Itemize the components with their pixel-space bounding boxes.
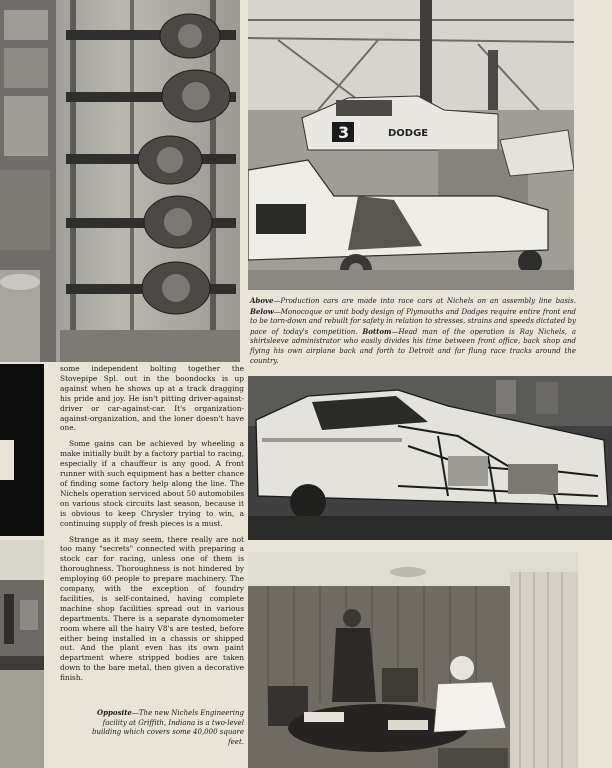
assembly-line-photo — [248, 0, 574, 290]
body-paragraph-1: some independent bolting together the Stovepipe Spl. out in the boondocks is up against when he shows up at a track dragging his pride and joy. He isn't pitting driver-against-driver or car-against-car. It's organization-against-organization, and the loner doesn't have one. — [60, 364, 244, 433]
caption-above-lead: Above — [250, 296, 274, 305]
caption-above-text: —Production cars are made into race cars at Nichels on an assembly line basis. — [273, 297, 576, 305]
headline-letter-fragment — [0, 440, 14, 480]
caption-bottom-lead: Bottom — [362, 326, 392, 336]
building-edge-photo — [0, 540, 44, 768]
caption-bottom-text: —Head man of the operation is Ray Nichels, a shirtsleeve administrator who easily divides his time between front office, back shop and flying his own airplane back and forth to Detroit and far flung race tracks around the country. — [250, 327, 576, 365]
car-number: 3 — [338, 123, 350, 142]
office-photo — [248, 552, 578, 768]
caption-opposite — [84, 708, 244, 747]
car-lettering: DODGE — [388, 128, 429, 139]
caption-opposite-text: —The new Nichels Engineering facility at Griffith, Indiana is a two-level building which covers some 40,000 square feet. — [92, 709, 244, 746]
caption-below-text: —Monocoque or unit body design of Plymouths and Dodges require entire front end to be torn-down and rebuilt for safety in relation to stresses, strains and speeds dictated by pace of today's competition. — [250, 307, 576, 336]
photo-captions — [250, 296, 576, 366]
axle-rack-photo — [0, 0, 244, 362]
body-paragraph-3: Strange as it may seem, there really are not too many "secrets" connected with preparing a stock car for racing, unless one of them is thoroughness. Thoroughness is not hindered by employing 60 people to prepare machinery. The company, with the exception of foundry facilities, is self-contained, having complete machine shop facilities spread out in various departments. There is a separate dynomometer room where all the hairy V8's are tested, before either being installed in a chassis or shipped out. And the plant even has its own paint department where stripped bodies are taken down to the bare metal, then given a decorative finish. — [60, 534, 244, 683]
caption-opposite-lead: Opposite — [97, 708, 132, 717]
monocoque-body-photo — [248, 376, 612, 540]
caption-below-lead: Below — [250, 306, 274, 316]
article-body — [60, 364, 244, 689]
body-paragraph-2: Some gains can be achieved by wheeling a make initially built by a factory partial to racing, especially if a chauffeur is any good. A front runner with such equipment has a better chance of finding some factory help along the line. The Nichels operation serviced about 50 automobiles on various stock circuits last season, because it is obvious to keep Chrysler trying to win, a continuing supply of fresh pieces is a must. — [60, 439, 244, 528]
